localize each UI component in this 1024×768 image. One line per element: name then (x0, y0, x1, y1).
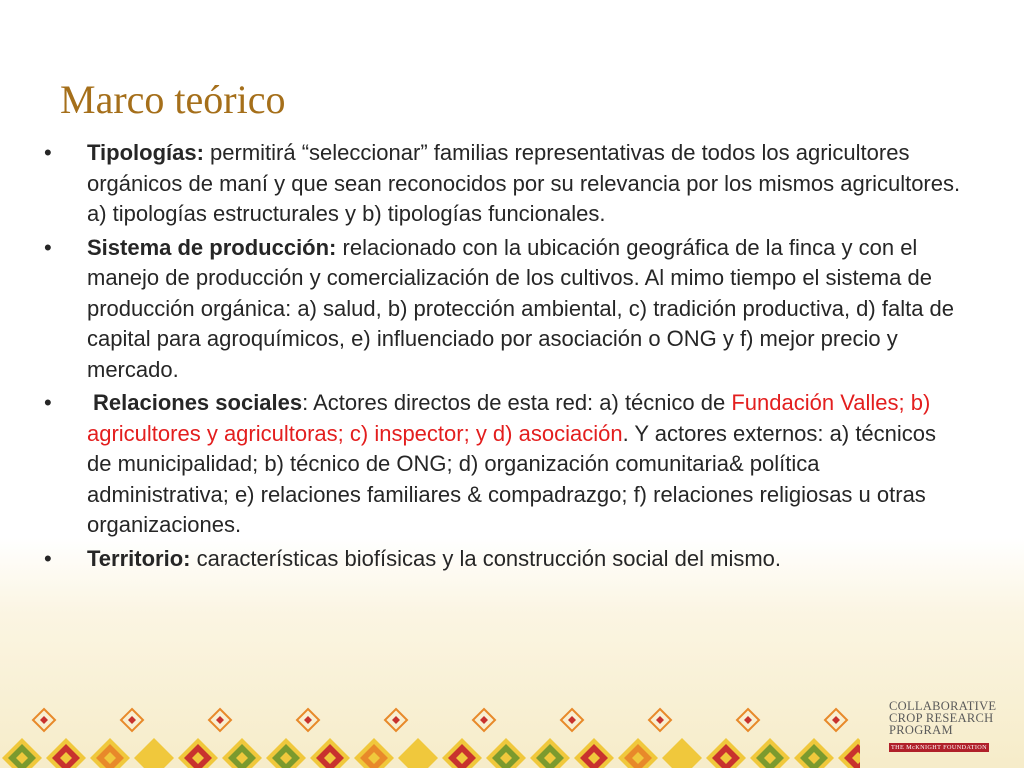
bullet-icon: • (44, 140, 52, 165)
bullet-text-continued: . Y actores externos: a) técnicos de municipalidad; b) técnico de ONG; d) organización comunitaria& política administrativa; e) relaciones familiares & compadrazgo; f) relaciones religiosas u otras organizaciones. (87, 420, 937, 537)
bullet-label: Tipologías: (87, 140, 204, 165)
bullet-text: relacionado con la ubicación geográfica de la finca y con el manejo de producción y comercialización de los cultivos. Al mimo tiempo el sistema de producción orgánica: a) salud, b) protección ambiental, c) tradición productiva, d) falta de capital para agroquímicos, e) influenciado por asociación o ONG y f) mejor precio y mercado. (87, 234, 955, 382)
pattern-diamond (480, 716, 488, 724)
pattern-diamond (128, 716, 136, 724)
pattern-diamond (568, 716, 576, 724)
bullet-tipologias (44, 138, 964, 230)
pattern-diamond (216, 716, 224, 724)
bullet-icon: • (44, 390, 52, 415)
bullet-icon: • (44, 545, 52, 571)
bullet-territorio (44, 544, 964, 575)
bullet-label: Relaciones sociales (93, 390, 303, 415)
bullet-label: Territorio: (87, 545, 191, 571)
pattern-diamond (304, 716, 312, 724)
logo-line-1: COLLABORATIVE (889, 699, 997, 713)
logo-line-2: CROP RESEARCH (889, 711, 994, 725)
logo-line-3: PROGRAM (889, 723, 953, 737)
bullet-relaciones-sociales (44, 388, 964, 541)
highlighted-actors-text: Fundación Valles; b) agricultores y agricultoras; c) inspector; y d) asociación (87, 390, 931, 446)
pattern-diamond (744, 716, 752, 724)
ccrp-logo (889, 700, 1001, 754)
bullet-list (44, 138, 964, 577)
bullet-label: Sistema de producción: (87, 234, 337, 260)
slide-title: Marco teórico (60, 77, 286, 122)
pattern-diamond (656, 716, 664, 724)
pattern-diamond (832, 716, 840, 724)
pattern-diamond (40, 716, 48, 724)
bullet-icon: • (44, 234, 52, 260)
bullet-text: : Actores directos de esta red: a) técnico de (302, 390, 732, 415)
pattern-diamond (392, 716, 400, 724)
bullet-text: características biofísicas y la construcción social del mismo. (190, 545, 782, 571)
bullet-text: permitirá “seleccionar” familias representativas de todos los agricultores orgánicos de maní y que sean reconocidos por su relevancia por los mismos agricultores. a) tipologías estructurales y b) tipologías funcionales. (87, 140, 961, 226)
diamond-pattern-icon (0, 680, 860, 768)
logo-foundation-bar: THE McKNIGHT FOUNDATION (891, 744, 988, 751)
bullet-sistema-produccion (44, 233, 964, 386)
